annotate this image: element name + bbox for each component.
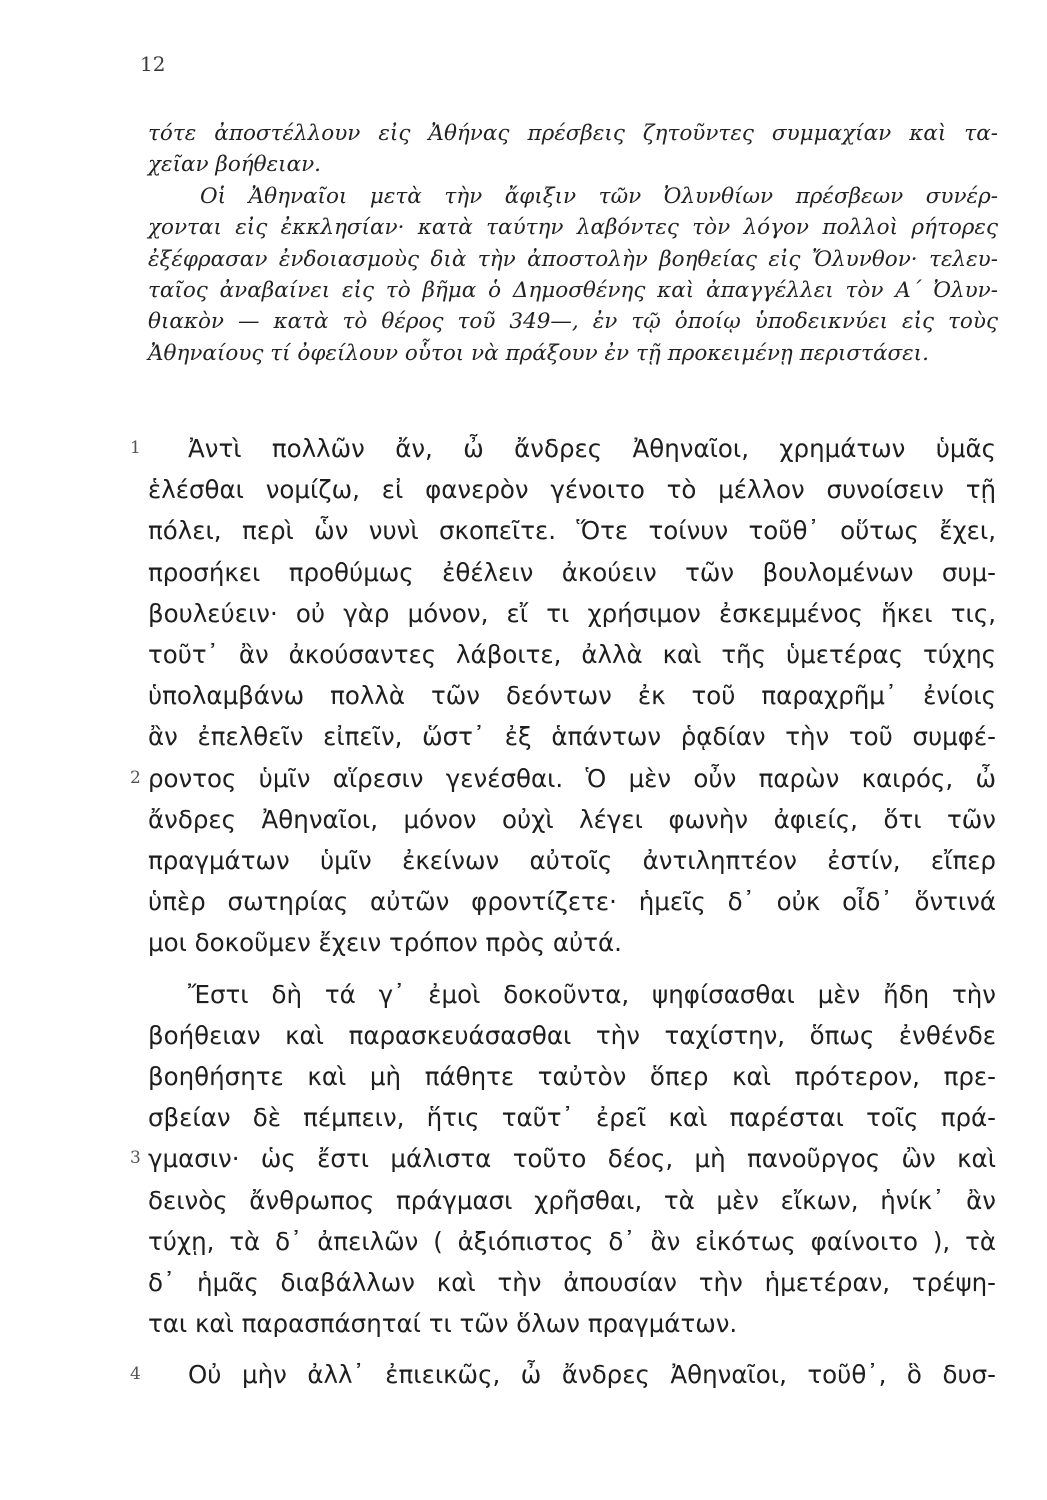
text-line: ὑπολαμβάνω πολλὰ τῶν δεόντων ἐκ τοῦ παραχρῆμ᾽ ἐνίοις	[148, 681, 996, 711]
text-line: βοήθειαν καὶ παρασκευάσασθαι τὴν ταχίστην, ὅπως ἐνθένδε	[148, 1020, 996, 1050]
greek-text-body	[130, 428, 996, 1396]
intro-line: θιακὸν — κατὰ τὸ θέρος τοῦ 349—, ἐν τῷ ὁποίῳ ὑποδεικνύει εἰς τοὺς	[148, 309, 998, 335]
text-line: ἑλέσθαι νομίζω, εἰ φανερὸν γένοιτο τὸ μέλλον συνοίσειν τῇ	[148, 475, 996, 505]
intro-line: χονται εἰς ἐκκλησίαν· κατὰ ταύτην λαβόντες τὸν λόγον πολλοὶ ρήτορες	[148, 215, 998, 241]
text-line: μοι δοκοῦμεν ἔχειν τρόπον πρὸς αὐτά.	[148, 928, 622, 958]
text-line: ἄνδρες Ἀθηναῖοι, μόνον οὐχὶ λέγει φωνὴν ἀφιείς, ὅτι τῶν	[148, 804, 996, 834]
intro-line: Ἀθηναίους τί ὀφείλουν οὗτοι νὰ πράξουν ἐν τῇ προκειμένῃ περιστάσει.	[148, 340, 929, 366]
section-marker-1: 1	[130, 438, 141, 458]
text-line: προσήκει προθύμως ἐθέλειν ἀκούειν τῶν βουλομένων συμ-	[148, 557, 996, 587]
text-line: δεινὸς ἄνθρωπος πράγμασι χρῆσθαι, τὰ μὲν εἴκων, ἡνίκ᾽ ἂν	[148, 1185, 996, 1215]
text-line: 2 ροντος ὑμῖν αἵρεσιν γενέσθαι. Ὁ μὲν οὖν παρὼν καιρός, ὦ	[148, 758, 996, 799]
text-line: 1 Ἀντὶ πολλῶν ἄν, ὦ ἄνδρες Ἀθηναῖοι, χρημάτων ὑμᾶς	[148, 428, 996, 469]
text-line: σβείαν δὲ πέμπειν, ἥτις ταῦτ᾽ ἐρεῖ καὶ παρέσται τοῖς πρά-	[148, 1103, 996, 1133]
text-line: βουλεύειν· οὐ γὰρ μόνον, εἴ τι χρήσιμον ἐσκεμμένος ἥκει τις,	[148, 598, 996, 628]
introduction-paragraph	[148, 118, 998, 369]
intro-line: χεῖαν βοήθειαν.	[148, 152, 322, 178]
section-marker-3: 3	[130, 1148, 141, 1169]
text-line: 3 γμασιν· ὡς ἔστι μάλιστα τοῦτο δέος, μὴ πανοῦργος ὢν καὶ	[148, 1138, 996, 1179]
text-line: τύχῃ, τὰ δ᾽ ἀπειλῶν ( ἀξιόπιστος δ᾽ ἂν εἰκότως φαίνοιτο ), τὰ	[148, 1226, 996, 1256]
text-line: δ᾽ ἡμᾶς διαβάλλων καὶ τὴν ἀπουσίαν τὴν ἡμετέραν, τρέψη-	[148, 1268, 996, 1298]
page-number: 12	[140, 52, 166, 76]
text-line: πόλει, περὶ ὧν νυνὶ σκοπεῖτε. Ὅτε τοίνυν τοῦθ᾽ οὕτως ἔχει,	[148, 516, 996, 546]
text-line: πραγμάτων ὑμῖν ἐκείνων αὐτοῖς ἀντιληπτέον ἐστίν, εἴπερ	[148, 846, 996, 876]
text-line: 4 Οὐ μὴν ἀλλ᾽ ἐπιεικῶς, ὦ ἄνδρες Ἀθηναῖοι, τοῦθ᾽, ὃ δυσ-	[148, 1354, 996, 1395]
intro-line: ταῖος ἀναβαίνει εἰς τὸ βῆμα ὁ Δημοσθένης καὶ ἀπαγγέλλει τὸν Α΄ Ὀλυν-	[148, 278, 998, 304]
text-line: Ἔστι δὴ τά γ᾽ ἐμοὶ δοκοῦντα, ψηφίσασθαι μὲν ἤδη τὴν	[188, 979, 996, 1009]
section-marker-2: 2	[130, 767, 141, 788]
intro-line: Οἱ Ἀθηναῖοι μετὰ τὴν ἄφιξιν τῶν Ὀλυνθίων πρέσβεων συνέρ-	[200, 183, 998, 209]
text-line: ἂν ἐπελθεῖν εἰπεῖν, ὥστ᾽ ἐξ ἁπάντων ῥᾳδίαν τὴν τοῦ συμφέ-	[148, 722, 996, 752]
intro-line: τότε ἀποστέλλουν εἰς Ἀθήνας πρέσβεις ζητοῦντες συμμαχίαν καὶ τα-	[148, 121, 998, 146]
section-marker-4: 4	[130, 1364, 141, 1385]
text-line: τοῦτ᾽ ἂν ἀκούσαντες λάβοιτε, ἀλλὰ καὶ τῆς ὑμετέρας τύχης	[148, 640, 996, 670]
text-line: ται καὶ παρασπάσηταί τι τῶν ὅλων πραγμάτων.	[148, 1309, 738, 1339]
text-line: βοηθήσητε καὶ μὴ πάθητε ταὐτὸν ὅπερ καὶ πρότερον, πρε-	[148, 1062, 996, 1092]
intro-line: ἐξέφρασαν ἐνδοιασμοὺς διὰ τὴν ἀποστολὴν βοηθείας εἰς Ὄλυνθον· τελευ-	[148, 246, 998, 272]
text-line: ὑπὲρ σωτηρίας αὐτῶν φροντίζετε· ἡμεῖς δ᾽ οὐκ οἶδ᾽ ὅντινά	[148, 887, 996, 917]
